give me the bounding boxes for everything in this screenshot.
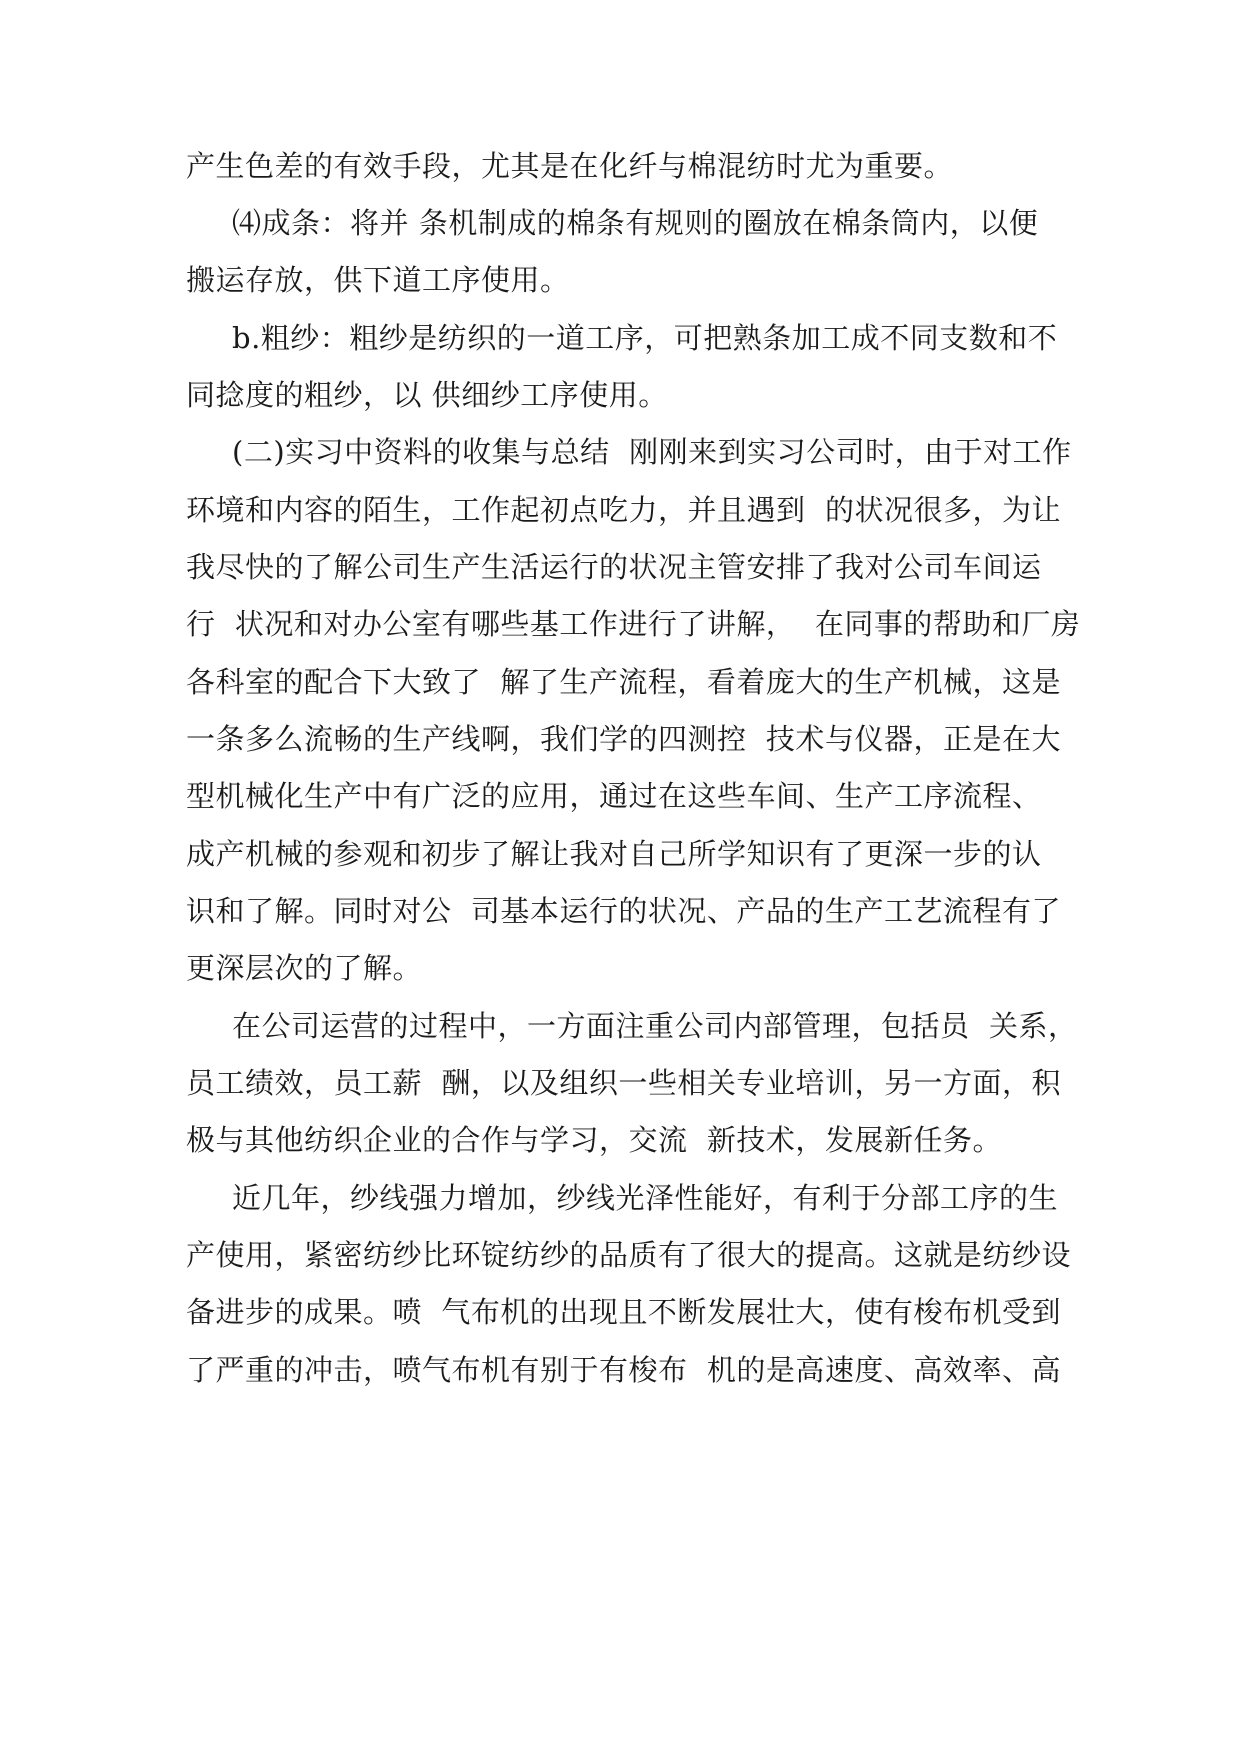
text-line: 我尽快的了解公司生产生活运行的状况主管安排了我对公司车间运 (186, 550, 1042, 584)
text-line: 搬运存放，供下道工序使用。 (186, 263, 570, 297)
text-line: (二)实习中资料的收集与总结 刚刚来到实习公司时，由于对工作 (232, 435, 1072, 469)
text-line: 更深层次的了解。 (186, 951, 423, 985)
text-line: b.粗纱：粗纱是纺织的一道工序，可把熟条加工成不同支数和不 (232, 321, 1058, 355)
text-line: 环境和内容的陌生，工作起初点吃力，并且遇到 的状况很多，为让 (186, 493, 1061, 527)
text-line: 一条多么流畅的生产线啊，我们学的四测控 技术与仪器，正是在大 (186, 722, 1061, 756)
text-line: 行 状况和对办公室有哪些基工作进行了讲解， 在同事的帮助和厂房 (186, 607, 1081, 641)
text-line: 产使用，紧密纺纱比环锭纺纱的品质有了很大的提高。这就是纺纱设 (186, 1238, 1072, 1272)
text-line: 成产机械的参观和初步了解让我对自己所学知识有了更深一步的认 (186, 837, 1042, 871)
text-line: 员工绩效，员工薪 酬，以及组织一些相关专业培训，另一方面，积 (186, 1066, 1061, 1100)
text-line: 产生色差的有效手段，尤其是在化纤与棉混纺时尤为重要。 (186, 149, 954, 183)
text-line: 近几年，纱线强力增加，纱线光泽性能好，有利于分部工序的生 (232, 1181, 1059, 1215)
text-line: ⑷成条：将并 条机制成的棉条有规则的圈放在棉条筒内，以便 (232, 206, 1039, 240)
text-line: 型机械化生产中有广泛的应用，通过在这些车间、生产工序流程、 (186, 779, 1042, 813)
text-line: 在公司运营的过程中，一方面注重公司内部管理，包括员 关系， (232, 1009, 1078, 1043)
text-line: 同捻度的粗纱，以 供细纱工序使用。 (186, 378, 668, 412)
text-line: 各科室的配合下大致了 解了生产流程，看着庞大的生产机械，这是 (186, 665, 1061, 699)
text-line: 极与其他纺织企业的合作与学习，交流 新技术，发展新任务。 (186, 1123, 1002, 1157)
text-line: 了严重的冲击，喷气布机有别于有梭布 机的是高速度、高效率、高 (186, 1353, 1061, 1387)
text-line: 识和了解。同时对公 司基本运行的状况、产品的生产工艺流程有了 (186, 894, 1061, 928)
text-line: 备进步的成果。喷 气布机的出现且不断发展壮大，使有梭布机受到 (186, 1295, 1061, 1329)
